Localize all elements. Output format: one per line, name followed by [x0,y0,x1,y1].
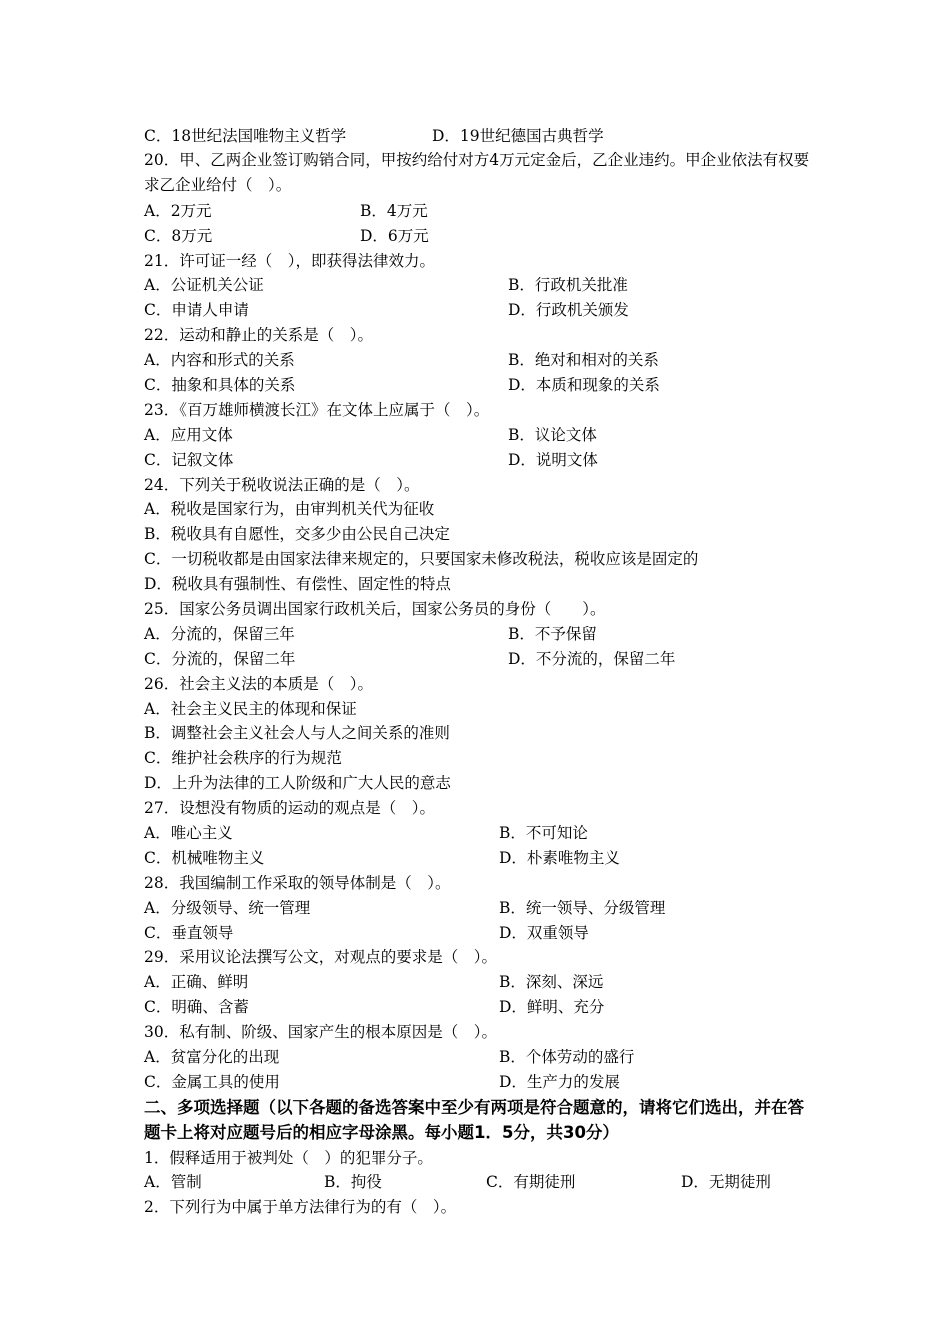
q23-stem: 23．《百万雄师横渡长江》在文体上应属于（ ）。 [144,401,490,419]
q30-stem: 30．私有制、阶级、国家产生的根本原因是（ ）。 [144,1023,497,1041]
q28-options-row-2 [144,921,814,945]
q22-option-b: B．绝对和相对的关系 [508,351,659,369]
q21-options-row-1 [144,273,814,297]
q25-option-b: B．不予保留 [508,625,597,643]
q30-options-row-1 [144,1045,814,1069]
q25-options-row-2 [144,647,814,671]
q29-option-a: A．正确、鲜明 [144,973,249,991]
m1-option-c: C．有期徒刑 [486,1173,576,1191]
q19-options-row [144,124,814,148]
q28-option-b: B．统一领导、分级管理 [499,899,666,917]
q24-option-c: C．一切税收都是由国家法律来规定的，只要国家未修改税法，税收应该是固定的 [144,550,699,568]
q27-option-a: A．唯心主义 [144,824,233,842]
m1-stem: 1．假释适用于被判处（ ）的犯罪分子。 [144,1149,433,1167]
q25-option-c: C．分流的，保留二年 [144,650,296,668]
q20-option-c: C．8万元 [144,227,213,245]
m2-stem: 2．下列行为中属于单方法律行为的有（ ）。 [144,1198,457,1216]
m1-options-row [144,1170,814,1194]
q28-option-d: D．双重领导 [499,924,589,942]
q26-option-b: B．调整社会主义社会人与人之间关系的准则 [144,724,450,742]
q28-stem: 28．我国编制工作采取的领导体制是（ ）。 [144,874,451,892]
q25-option-a: A．分流的，保留三年 [144,625,295,643]
q21-option-d: D．行政机关颁发 [508,301,629,319]
q20-options-row-2 [144,224,814,248]
q23-option-d: D．说明文体 [508,451,598,469]
q26-stem: 26．社会主义法的本质是（ ）。 [144,675,373,693]
q23-option-a: A．应用文体 [144,426,233,444]
q29-stem: 29．采用议论法撰写公文，对观点的要求是（ ）。 [144,948,497,966]
q29-option-c: C．明确、含蓄 [144,998,249,1016]
q28-option-a: A．分级领导、统一管理 [144,899,311,917]
q25-options-row-1 [144,622,814,646]
q19-option-d: D．19世纪德国古典哲学 [432,127,604,145]
q29-option-b: B．深刻、深远 [499,973,604,991]
q27-options-row-1 [144,821,814,845]
q22-stem: 22．运动和静止的关系是（ ）。 [144,326,373,344]
q22-options-row-1 [144,348,814,372]
q22-option-d: D．本质和现象的关系 [508,376,660,394]
q21-option-b: B．行政机关批准 [508,276,628,294]
q26-option-d: D．上升为法律的工人阶级和广大人民的意志 [144,774,451,792]
q29-options-row-2 [144,995,814,1019]
q22-option-c: C．抽象和具体的关系 [144,376,296,394]
q29-option-d: D．鲜明、充分 [499,998,605,1016]
q23-option-c: C．记叙文体 [144,451,234,469]
q27-options-row-2 [144,846,814,870]
q25-stem: 25．国家公务员调出国家行政机关后，国家公务员的身份（ ）。 [144,600,606,618]
q21-option-c: C．申请人申请 [144,301,249,319]
q20-options-row-1 [144,199,814,223]
q27-option-c: C．机械唯物主义 [144,849,265,867]
q27-option-d: D．朴素唯物主义 [499,849,620,867]
q23-option-b: B．议论文体 [508,426,597,444]
q21-stem: 21．许可证一经（ ），即获得法律效力。 [144,252,435,270]
q24-stem: 24．下列关于税收说法正确的是（ ）。 [144,476,420,494]
q19-option-c: C．18世纪法国唯物主义哲学 [144,127,347,145]
q28-options-row-1 [144,896,814,920]
q20-stem: 20．甲、乙两企业签订购销合同，甲按约给付对方4万元定金后，乙企业违约。甲企业依法有权要求乙企业给付（ ）。 [144,151,810,194]
m1-option-a: A．管制 [144,1173,202,1191]
q20-option-b: B．4万元 [360,202,428,220]
q29-options-row-1 [144,970,814,994]
q30-option-c: C．金属工具的使用 [144,1073,280,1091]
q25-option-d: D．不分流的，保留二年 [508,650,676,668]
q26-option-c: C．维护社会秩序的行为规范 [144,749,342,767]
q23-options-row-1 [144,423,814,447]
q28-option-c: C．垂直领导 [144,924,234,942]
q24-option-d: D．税收具有强制性、有偿性、固定性的特点 [144,575,451,593]
section-2-heading: 二、多项选择题（以下各题的备选答案中至少有两项是符合题意的，请将它们选出，并在答题卡上将对应题号后的相应字母涂黑。每小题1．5分，共30分） [144,1098,804,1142]
q30-option-b: B．个体劳动的盛行 [499,1048,635,1066]
q24-option-a: A．税收是国家行为，由审判机关代为征收 [144,500,435,518]
q30-option-d: D．生产力的发展 [499,1073,620,1091]
q23-options-row-2 [144,448,814,472]
q22-options-row-2 [144,373,814,397]
q20-option-d: D．6万元 [360,227,429,245]
q20-option-a: A．2万元 [144,202,212,220]
q22-option-a: A．内容和形式的关系 [144,351,295,369]
q30-option-a: A．贫富分化的出现 [144,1048,280,1066]
q24-option-b: B．税收具有自愿性，交多少由公民自己决定 [144,525,450,543]
q27-stem: 27．设想没有物质的运动的观点是（ ）。 [144,799,435,817]
m1-option-d: D．无期徒刑 [681,1173,771,1191]
q21-option-a: A．公证机关公证 [144,276,264,294]
q21-options-row-2 [144,298,814,322]
m1-option-b: B．拘役 [324,1173,382,1191]
q26-option-a: A．社会主义民主的体现和保证 [144,700,357,718]
q30-options-row-2 [144,1070,814,1094]
q27-option-b: B．不可知论 [499,824,588,842]
